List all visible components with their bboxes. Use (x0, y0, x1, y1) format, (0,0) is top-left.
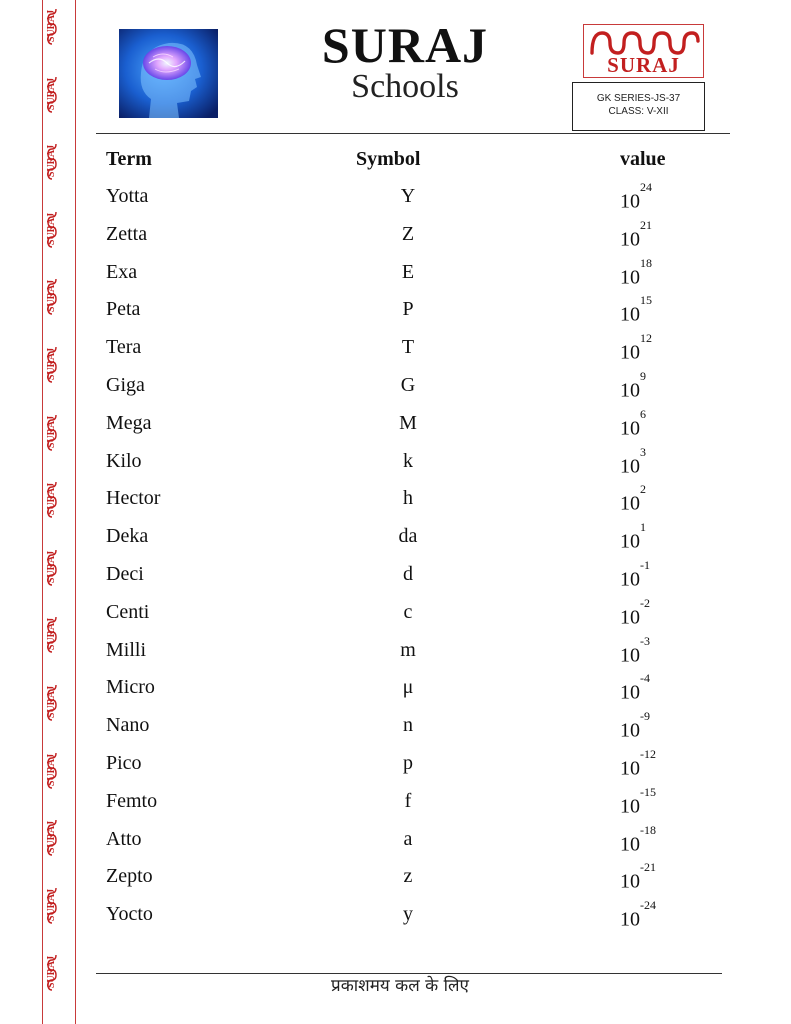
value-cell (620, 293, 700, 327)
symbol-cell: a (403, 827, 413, 850)
table-row (0, 520, 791, 553)
term-cell: Deci (106, 563, 144, 585)
series-box (572, 82, 705, 131)
term-cell: Femto (106, 789, 158, 812)
class-label: CLASS: V-XII (608, 106, 669, 117)
border-logo-label: SURAJ (46, 483, 57, 516)
table-row (0, 822, 791, 856)
symbol-cell: z (403, 865, 413, 888)
symbol-cell: k (403, 449, 413, 472)
brain-head-image (119, 29, 218, 118)
value-base: 10 (620, 908, 640, 931)
brain-head-icon (119, 29, 218, 118)
term-cell: Yotta (106, 185, 149, 207)
value-exponent: 18 (640, 255, 652, 270)
term-cell: Zepto (106, 865, 153, 888)
border-logo-label: SURAJ (46, 145, 57, 178)
value-exponent: -15 (640, 784, 656, 799)
value-exponent: 1 (640, 520, 646, 535)
value-cell (620, 860, 700, 894)
border-logo-label: SURAJ (46, 347, 57, 381)
value-exponent: 3 (640, 444, 646, 459)
symbol-cell: E (401, 260, 415, 283)
table-row (0, 180, 791, 213)
border-logo-label: SURAJ (46, 685, 57, 719)
value-cell (620, 520, 700, 554)
term-cell: Zetta (106, 222, 148, 245)
symbol-cell: da (398, 525, 418, 548)
value-cell (620, 558, 700, 592)
column-header-symbol: Symbol (356, 148, 421, 170)
symbol-cell: d (403, 563, 413, 585)
border-logo-label: SURAJ (46, 888, 57, 921)
term-cell: Giga (106, 374, 145, 396)
value-base: 10 (620, 379, 640, 402)
symbol-cell: p (403, 752, 413, 774)
value-cell (620, 482, 700, 516)
term-cell: Micro (106, 676, 155, 699)
value-base: 10 (620, 871, 640, 894)
symbol-cell: T (401, 336, 415, 359)
value-base: 10 (620, 417, 640, 440)
value-base: 10 (620, 493, 640, 516)
value-base: 10 (620, 757, 640, 780)
term-cell: Peta (106, 298, 141, 321)
term-cell: Milli (106, 638, 147, 661)
border-logo (46, 950, 74, 994)
value-exponent: 2 (640, 482, 646, 497)
value-exponent: -18 (640, 822, 656, 837)
table-row (0, 898, 791, 931)
value-cell (620, 595, 700, 630)
series-label: GK SERIES-JS-37 (596, 93, 681, 104)
border-logo (46, 72, 74, 116)
term-cell: Atto (106, 827, 142, 850)
value-exponent: -9 (640, 709, 650, 724)
term-cell: Hector (106, 487, 161, 510)
term-cell: Kilo (106, 449, 142, 472)
value-base: 10 (620, 606, 640, 629)
symbol-cell: μ (402, 676, 414, 699)
border-logo-label: SURAJ (46, 415, 57, 448)
border-logo-label: SURAJ (46, 956, 57, 989)
value-exponent: -4 (640, 671, 650, 686)
border-logo (46, 4, 74, 48)
value-base: 10 (620, 341, 640, 364)
column-header-value: value (620, 148, 666, 170)
term-cell: Tera (106, 336, 142, 359)
symbol-cell: G (400, 374, 416, 396)
table-row (0, 406, 791, 440)
value-base: 10 (620, 833, 640, 856)
value-exponent: 15 (640, 293, 652, 308)
table-row (0, 369, 791, 402)
symbol-cell: h (403, 487, 413, 510)
table-row (0, 784, 791, 818)
border-logo-label: SURAJ (46, 821, 57, 854)
value-exponent: -12 (640, 747, 656, 761)
value-cell (620, 180, 700, 214)
value-exponent: -1 (640, 558, 650, 572)
symbol-cell: M (399, 411, 417, 434)
value-cell (620, 369, 700, 403)
term-cell: Exa (106, 260, 138, 283)
value-cell (620, 822, 700, 857)
value-cell (620, 784, 700, 819)
footer-tagline: प्रकाशमय कल के लिए (331, 976, 469, 996)
table-row (0, 595, 791, 629)
border-logo-label: SURAJ (46, 9, 57, 43)
border-logo-label: SURAJ (46, 77, 57, 110)
value-cell (620, 709, 700, 743)
value-base: 10 (620, 719, 640, 742)
border-logo-label: SURAJ (46, 212, 57, 245)
symbol-cell: m (400, 638, 416, 661)
value-base: 10 (620, 568, 640, 591)
value-cell (620, 255, 700, 290)
value-exponent: -3 (640, 633, 650, 648)
table-row (0, 482, 791, 516)
value-cell (620, 217, 700, 252)
symbol-cell: P (402, 298, 414, 321)
value-exponent: 9 (640, 369, 646, 383)
symbol-cell: n (403, 714, 413, 737)
value-exponent: 12 (640, 331, 652, 346)
symbol-cell: f (404, 789, 412, 812)
value-exponent: -21 (640, 860, 656, 875)
table-row (0, 860, 791, 894)
border-logo-label: SURAJ (46, 550, 57, 583)
value-cell (620, 633, 700, 668)
value-base: 10 (620, 644, 640, 667)
value-exponent: 21 (640, 217, 652, 232)
symbol-cell: y (403, 903, 413, 926)
value-base: 10 (620, 455, 640, 478)
brand-subtitle: Schools (351, 68, 459, 105)
symbol-cell: Z (401, 222, 415, 245)
border-logo-label: SURAJ (46, 618, 57, 651)
value-base: 10 (620, 530, 640, 553)
value-base: 10 (620, 304, 640, 327)
value-exponent: -24 (640, 898, 656, 913)
value-base: 10 (620, 266, 640, 289)
table-row (0, 444, 791, 478)
suraj-logo (583, 24, 704, 78)
value-exponent: 24 (640, 180, 652, 194)
table-row (0, 217, 791, 251)
value-base: 10 (620, 795, 640, 818)
value-base: 10 (620, 190, 640, 213)
table-row (0, 747, 791, 780)
term-cell: Pico (106, 752, 142, 774)
value-cell (620, 406, 700, 441)
table-header (0, 147, 791, 171)
value-exponent: 6 (640, 406, 646, 421)
term-cell: Nano (106, 714, 150, 737)
border-logo-label: SURAJ (46, 280, 57, 313)
value-cell (620, 747, 700, 781)
logo-label: SURAJ (607, 53, 680, 77)
value-base: 10 (620, 682, 640, 705)
value-cell (620, 331, 700, 365)
value-cell (620, 671, 700, 705)
column-header-term: Term (106, 148, 152, 170)
term-cell: Yocto (106, 903, 153, 926)
value-exponent: -2 (640, 595, 650, 610)
term-cell: Deka (106, 525, 149, 548)
border-logo-label: SURAJ (46, 753, 57, 786)
table-row (0, 255, 791, 289)
term-cell: Centi (106, 600, 150, 623)
brand-title: SURAJ (321, 17, 489, 73)
symbol-cell: c (403, 600, 413, 623)
value-cell (620, 898, 700, 932)
symbol-cell: Y (400, 185, 416, 207)
header-divider (96, 133, 730, 134)
value-base: 10 (620, 228, 640, 251)
table-row (0, 709, 791, 742)
term-cell: Mega (106, 411, 152, 434)
value-cell (620, 444, 700, 479)
table-row (0, 558, 791, 591)
